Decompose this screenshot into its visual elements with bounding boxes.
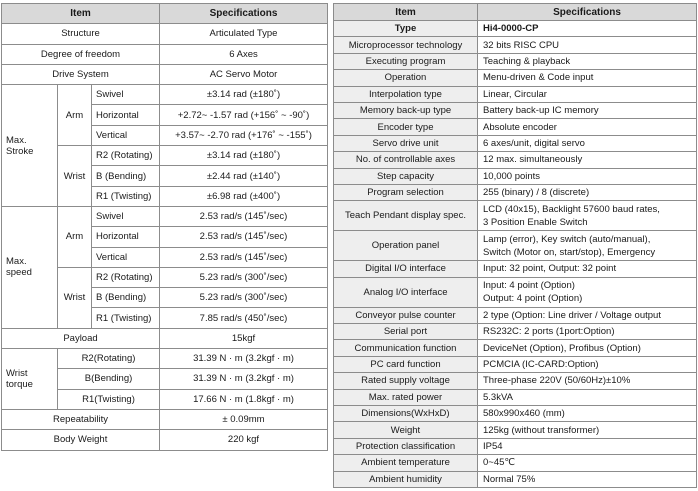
repeatability-value: ± 0.09mm	[160, 409, 328, 429]
repeatability-label: Repeatability	[2, 409, 160, 429]
value-cell: 2.53 rad/s (145˚/sec)	[160, 247, 328, 267]
item-cell: Protection classification	[334, 438, 478, 454]
item-cell: Rated supply voltage	[334, 373, 478, 389]
sub-label: R1(Twisting)	[58, 389, 160, 409]
table-header-row	[2, 4, 328, 24]
item-cell: Type	[334, 21, 478, 37]
item-cell: Analog I/O interface	[334, 277, 478, 307]
spec-cell: Battery back-up IC memory	[478, 102, 697, 118]
drive-value: AC Servo Motor	[160, 64, 328, 84]
table-row	[334, 261, 697, 277]
value-cell: +2.72~ -1.57 rad (+156˚ ~ -90˚)	[160, 105, 328, 125]
table-row	[334, 152, 697, 168]
table-row	[334, 455, 697, 471]
table-row	[2, 328, 328, 348]
header-spec: Specifications	[160, 4, 328, 24]
spec-cell: IP54	[478, 438, 697, 454]
sub-label: R1 (Twisting)	[92, 186, 160, 206]
table-row	[334, 201, 697, 231]
value-cell: +3.57~ -2.70 rad (+176˚ ~ -155˚)	[160, 125, 328, 145]
sub-label: R2 (Rotating)	[92, 146, 160, 166]
sub-label: R2(Rotating)	[58, 349, 160, 369]
item-cell: Operation panel	[334, 231, 478, 261]
spec-cell: 6 axes/unit, digital servo	[478, 135, 697, 151]
item-cell: Weight	[334, 422, 478, 438]
sub-label: B(Bending)	[58, 369, 160, 389]
item-cell: Servo drive unit	[334, 135, 478, 151]
item-cell: Serial port	[334, 324, 478, 340]
spec-cell: Input: 32 point, Output: 32 point	[478, 261, 697, 277]
table-row	[2, 85, 328, 105]
header-item: Item	[334, 4, 478, 21]
table-row	[334, 277, 697, 307]
value-cell: 7.85 rad/s (450˚/sec)	[160, 308, 328, 328]
sub-label: R2 (Rotating)	[92, 267, 160, 287]
sub-label: B (Bending)	[92, 166, 160, 186]
sub-label: Swivel	[92, 206, 160, 226]
drive-label: Drive System	[2, 64, 160, 84]
speed-wrist-label: Wrist	[58, 267, 92, 328]
table-row	[334, 231, 697, 261]
structure-label: Structure	[2, 24, 160, 44]
table-row	[2, 64, 328, 84]
spec-line: Input: 4 point (Option)	[483, 280, 575, 292]
item-cell: Conveyor pulse counter	[334, 307, 478, 323]
table-row	[334, 102, 697, 118]
table-row	[2, 409, 328, 429]
spec-cell: PCMCIA (IC-CARD:Option)	[478, 356, 697, 372]
table-row	[334, 70, 697, 86]
wrist-torque-label: Wrist torque	[2, 349, 58, 410]
item-cell: Program selection	[334, 184, 478, 200]
table-row	[334, 356, 697, 372]
table-row	[334, 373, 697, 389]
spec-cell: 10,000 points	[478, 168, 697, 184]
item-cell: Communication function	[334, 340, 478, 356]
spec-cell: 125kg (without transformer)	[478, 422, 697, 438]
table-row	[334, 37, 697, 53]
item-cell: PC card function	[334, 356, 478, 372]
item-cell: Operation	[334, 70, 478, 86]
payload-value: 15kgf	[160, 328, 328, 348]
table-row	[334, 119, 697, 135]
sub-label: R1 (Twisting)	[92, 308, 160, 328]
table-row	[2, 44, 328, 64]
payload-label: Payload	[2, 328, 160, 348]
item-cell: Memory back-up type	[334, 102, 478, 118]
spec-cell: 32 bits RISC CPU	[478, 37, 697, 53]
table-row	[334, 406, 697, 422]
body-weight-value: 220 kgf	[160, 430, 328, 450]
item-cell: Max. rated power	[334, 389, 478, 405]
max-speed-label: Max. speed	[2, 206, 58, 328]
max-stroke-label: Max. Stroke	[2, 85, 58, 207]
stroke-arm-label: Arm	[58, 85, 92, 146]
sub-label: B (Bending)	[92, 288, 160, 308]
stroke-wrist-label: Wrist	[58, 146, 92, 207]
spec-cell: RS232C: 2 ports (1port:Option)	[478, 324, 697, 340]
table-row	[334, 184, 697, 200]
table-row	[2, 206, 328, 226]
header-spec: Specifications	[478, 4, 697, 21]
table-row	[334, 389, 697, 405]
sub-label: Swivel	[92, 85, 160, 105]
item-cell: Encoder type	[334, 119, 478, 135]
spec-cell: 255 (binary) / 8 (discrete)	[478, 184, 697, 200]
value-cell: 2.53 rad/s (145˚/sec)	[160, 227, 328, 247]
table-row	[334, 340, 697, 356]
table-row	[334, 86, 697, 102]
spec-cell: Linear, Circular	[478, 86, 697, 102]
spec-cell	[478, 231, 697, 261]
table-row	[2, 349, 328, 369]
item-cell: Interpolation type	[334, 86, 478, 102]
table-row	[334, 471, 697, 487]
value-cell: 31.39 N · m (3.2kgf · m)	[160, 349, 328, 369]
spec-cell: Hi4-0000-CP	[478, 21, 697, 37]
item-cell: Digital I/O interface	[334, 261, 478, 277]
speed-arm-label: Arm	[58, 206, 92, 267]
value-cell: ±6.98 rad (±400˚)	[160, 186, 328, 206]
spec-cell: 0~45℃	[478, 455, 697, 471]
value-cell: ±3.14 rad (±180˚)	[160, 85, 328, 105]
sub-label: Horizontal	[92, 105, 160, 125]
table-row	[334, 168, 697, 184]
spec-cell	[478, 277, 697, 307]
spec-line: Switch (Motor on, start/stop), Emergency	[483, 246, 656, 258]
value-cell: 17.66 N · m (1.8kgf · m)	[160, 389, 328, 409]
value-cell: 31.39 N · m (3.2kgf · m)	[160, 369, 328, 389]
item-cell: Ambient humidity	[334, 471, 478, 487]
controller-spec-table	[333, 3, 697, 488]
dof-value: 6 Axes	[160, 44, 328, 64]
table-row	[334, 21, 697, 37]
value-cell: ±2.44 rad (±140˚)	[160, 166, 328, 186]
spec-line: Lamp (error), Key switch (auto/manual),	[483, 233, 651, 245]
spec-cell: Normal 75%	[478, 471, 697, 487]
item-cell: Teach Pendant display spec.	[334, 201, 478, 231]
spec-cell: Absolute encoder	[478, 119, 697, 135]
spec-cell: Three-phase 220V (50/60Hz)±10%	[478, 373, 697, 389]
spec-cell: 2 type (Option: Line driver / Voltage output	[478, 307, 697, 323]
item-cell: No. of controllable axes	[334, 152, 478, 168]
spec-line: 3 Position Enable Switch	[483, 216, 588, 228]
value-cell: 5.23 rad/s (300˚/sec)	[160, 288, 328, 308]
spec-cell: 580x990x460 (mm)	[478, 406, 697, 422]
spec-cell: 12 max. simultaneously	[478, 152, 697, 168]
sub-label: Vertical	[92, 247, 160, 267]
spec-line: Output: 4 point (Option)	[483, 293, 583, 305]
table-row	[2, 24, 328, 44]
spec-cell	[478, 201, 697, 231]
table-row	[334, 135, 697, 151]
sub-label: Horizontal	[92, 227, 160, 247]
header-item: Item	[2, 4, 160, 24]
item-cell: Dimensions(WxHxD)	[334, 406, 478, 422]
robot-spec-table	[1, 3, 328, 451]
table-row	[334, 307, 697, 323]
item-cell: Step capacity	[334, 168, 478, 184]
spec-cell: 5.3kVA	[478, 389, 697, 405]
value-cell: ±3.14 rad (±180˚)	[160, 146, 328, 166]
structure-value: Articulated Type	[160, 24, 328, 44]
sub-label: Vertical	[92, 125, 160, 145]
table-row	[334, 324, 697, 340]
table-header-row	[334, 4, 697, 21]
table-row	[334, 438, 697, 454]
spec-cell: Teaching & playback	[478, 53, 697, 69]
item-cell: Executing program	[334, 53, 478, 69]
item-cell: Ambient temperature	[334, 455, 478, 471]
spec-line: LCD (40x15), Backlight 57600 baud rates,	[483, 203, 660, 215]
value-cell: 2.53 rad/s (145˚/sec)	[160, 206, 328, 226]
table-row	[2, 430, 328, 450]
table-row	[334, 422, 697, 438]
table-row	[334, 53, 697, 69]
body-weight-label: Body Weight	[2, 430, 160, 450]
spec-cell: Menu-driven & Code input	[478, 70, 697, 86]
spec-cell: DeviceNet (Option), Profibus (Option)	[478, 340, 697, 356]
item-cell: Microprocessor technology	[334, 37, 478, 53]
dof-label: Degree of freedom	[2, 44, 160, 64]
value-cell: 5.23 rad/s (300˚/sec)	[160, 267, 328, 287]
